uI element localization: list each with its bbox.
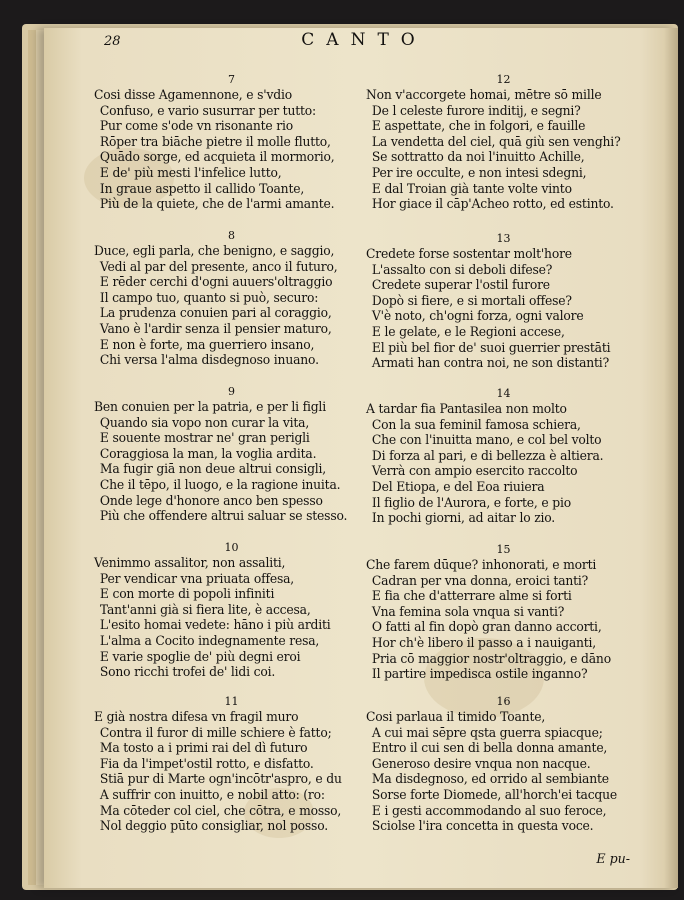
- verse-line: Quādo sorge, ed acquieta il mormorio,: [99, 149, 335, 165]
- verse-line: Tant'anni già si fiera lite, è accesa,: [99, 601, 311, 617]
- stanza-number: 7: [228, 73, 235, 86]
- verse-line: Armati han contra noi, ne son distanti?: [371, 355, 610, 371]
- stanza: [366, 544, 641, 682]
- verse-line: E non è forte, ma guerriero insano,: [99, 336, 315, 352]
- verse-line: L'alma a Cocito indegnamente resa,: [99, 632, 320, 648]
- verse-line: Che con l'inuitta mano, e col bel volto: [371, 432, 602, 448]
- verse-line: E varie spoglie de' più degni eroi: [99, 648, 301, 664]
- stanza-number: 12: [496, 73, 511, 86]
- verse-line: Per vendicar vna priuata offesa,: [99, 570, 295, 586]
- verse-line: Hor giace il cāp'Acheo rotto, ed estinto.: [371, 196, 614, 212]
- stanza: [94, 74, 369, 212]
- verse-line: E con morte di popoli infiniti: [99, 586, 275, 602]
- stanza-number: 10: [224, 541, 239, 554]
- verse-line: A tardar fia Pantasilea non molto: [366, 401, 567, 416]
- verse-line: Se sottratto da noi l'inuitto Achille,: [371, 149, 585, 165]
- verse-line: E fia che d'atterrare alme si forti: [371, 588, 572, 604]
- stanza-number: 15: [496, 543, 511, 556]
- verse-line: De l celeste furore inditij, e segni?: [371, 102, 581, 118]
- verse-line: Fia da l'impet'ostil rotto, e disfatto.: [99, 755, 314, 771]
- verse-line: Onde lege d'honore anco ben spesso: [99, 492, 323, 508]
- verse-line: Più de la quiete, che de l'armi amante.: [99, 196, 335, 212]
- verse-line: El più bel fior de' suoi guerrier prestāti: [371, 339, 611, 355]
- stanza: [366, 388, 641, 526]
- verse-line: V'è noto, ch'ogni forza, ogni valore: [371, 308, 584, 324]
- verse-line: Più che offendere altrui saluar se stesso.: [99, 508, 348, 524]
- verse-line: O fatti al fin dopò gran danno accorti,: [371, 619, 602, 635]
- verse-line: E de' più mesti l'infelice lutto,: [99, 164, 282, 180]
- verse-line: Cadran per vna donna, eroici tanti?: [371, 572, 589, 588]
- verse-line: Ma cōteder col ciel, che cōtra, e mosso,: [99, 802, 342, 818]
- stanza: [94, 386, 369, 524]
- verse-line: Del Etiopa, e del Eoa riuiera: [371, 478, 545, 494]
- verse-line: In graue aspetto il callido Toante,: [99, 180, 305, 196]
- verse-line: Contra il furor di mille schiere è fatto;: [99, 724, 332, 740]
- verse-line: Sono ricchi trofei de' lidi coi.: [99, 664, 276, 680]
- page-number: 28: [104, 34, 121, 49]
- verse-line: L'assalto con si deboli difese?: [371, 261, 553, 277]
- verse-line: Chi versa l'alma disdegnoso inuano.: [99, 352, 319, 368]
- verse-line: Coraggiosa la man, la voglia ardita.: [99, 445, 317, 461]
- verse-line: Ma fugir giā non deue altrui consigli,: [99, 461, 327, 477]
- verse-line: Confuso, e vario susurrar per tutto:: [99, 102, 316, 118]
- stanza: [366, 74, 641, 212]
- verse-line: Cosi disse Agamennone, e s'vdio: [94, 87, 292, 102]
- verse-line: Che il tēpo, il luogo, e la ragione inuita.: [99, 476, 341, 492]
- verse-line: La vendetta del ciel, quā giù sen venghi?: [371, 133, 621, 149]
- verse-line: Cosi parlaua il timido Toante,: [366, 709, 546, 724]
- stanza-number: 8: [228, 229, 235, 242]
- verse-line: Il figlio de l'Aurora, e forte, e pio: [371, 494, 571, 510]
- stanza-number: 11: [224, 695, 239, 708]
- stanza: [94, 542, 369, 680]
- verse-line: E dal Troian già tante volte vinto: [371, 180, 572, 196]
- verse-line: Pur come s'ode vn risonante rio: [99, 118, 294, 134]
- verse-line: Stiā pur di Marte ogn'incōtr'aspro, e du: [99, 771, 342, 787]
- verse-line: Quando sia vopo non curar la vita,: [99, 414, 310, 430]
- verse-line: Verrà con ampio esercito raccolto: [371, 463, 578, 479]
- verse-line: Credete superar l'ostil furore: [371, 277, 550, 293]
- stanza: [366, 233, 641, 371]
- verse-line: Dopò si fiere, e si mortali offese?: [371, 292, 572, 308]
- verse-line: Sciolse l'ira concetta in questa voce.: [371, 818, 594, 834]
- stanza-number: 9: [228, 385, 235, 398]
- verse-line: Il partire impedisca ostile inganno?: [371, 666, 588, 682]
- verse-line: Il campo tuo, quanto si può, securo:: [99, 289, 319, 305]
- verse-line: Credete forse sostentar molt'hore: [366, 246, 572, 261]
- verse-line: Pria cō maggior nostr'oltraggio, e dāno: [371, 650, 611, 666]
- verse-line: Che farem dūque? inhonorati, e morti: [366, 557, 597, 572]
- verse-line: Venimmo assalitor, non assaliti,: [94, 555, 286, 570]
- verse-line: Nol deggio pūto consigliar, nol posso.: [99, 818, 328, 834]
- verse-line: Ma tosto a i primi rai del dì futuro: [99, 740, 308, 756]
- verse-line: In pochi giorni, ad aitar lo zio.: [371, 510, 556, 526]
- verse-line: Hor ch'è libero il passo a i nauiganti,: [371, 634, 597, 650]
- verse-line: Vedi al par del presente, anco il futuro,: [99, 258, 338, 274]
- verse-line: E i gesti accommodando al suo feroce,: [371, 802, 607, 818]
- stanza-number: 14: [496, 387, 511, 400]
- stanza: [366, 696, 641, 834]
- verse-line: Vano è l'ardir senza il pensier maturo,: [99, 320, 332, 336]
- verse-line: E aspettate, che in folgori, e fauille: [371, 118, 586, 134]
- verse-line: Generoso desire vnqua non nacque.: [371, 755, 591, 771]
- gutter-shadow: [664, 28, 678, 888]
- verse-line: Ma disdegnoso, ed orrido al sembiante: [371, 771, 609, 787]
- verse-line: Di forza al pari, e di bellezza è altiera.: [371, 447, 604, 463]
- stanza-number: 13: [496, 232, 511, 245]
- verse-line: A suffrir con inuitto, e nobil atto: (ro:: [99, 786, 325, 802]
- verse-line: A cui mai sēpre qsta guerra spiacque;: [371, 724, 603, 740]
- catchword: E pu-: [596, 851, 630, 866]
- verse-line: Ben conuien per la patria, e per li figli: [94, 399, 326, 414]
- stanza: [94, 230, 369, 368]
- verse-line: E già nostra difesa vn fragil muro: [94, 709, 299, 724]
- verse-line: Vna femina sola vnqua si vanti?: [371, 603, 565, 619]
- verse-line: Sorse forte Diomede, all'horch'ei tacque: [371, 786, 618, 802]
- stanza-number: 16: [496, 695, 511, 708]
- verse-line: Per ire occulte, e non intesi sdegni,: [371, 164, 587, 180]
- verse-line: Duce, egli parla, che benigno, e saggio,: [94, 243, 335, 258]
- verse-line: Non v'accorgete homai, mētre sō mille: [366, 87, 602, 102]
- verse-line: L'esito homai vedete: hāno i più arditi: [99, 617, 331, 633]
- book-page: [44, 28, 678, 888]
- running-head: CANTO: [301, 30, 427, 50]
- verse-line: La prudenza conuien pari al coraggio,: [99, 305, 332, 321]
- verse-line: Con la sua feminil famosa schiera,: [371, 416, 581, 432]
- verse-line: E rēder cerchi d'ogni auuers'oltraggio: [99, 274, 333, 290]
- verse-line: Rōper tra biāche pietre il molle flutto,: [99, 133, 331, 149]
- verse-line: E souente mostrar ne' gran perigli: [99, 430, 310, 446]
- stanza: [94, 696, 369, 834]
- verse-line: E le gelate, e le Regioni accese,: [371, 323, 565, 339]
- verse-line: Entro il cui sen di bella donna amante,: [371, 740, 608, 756]
